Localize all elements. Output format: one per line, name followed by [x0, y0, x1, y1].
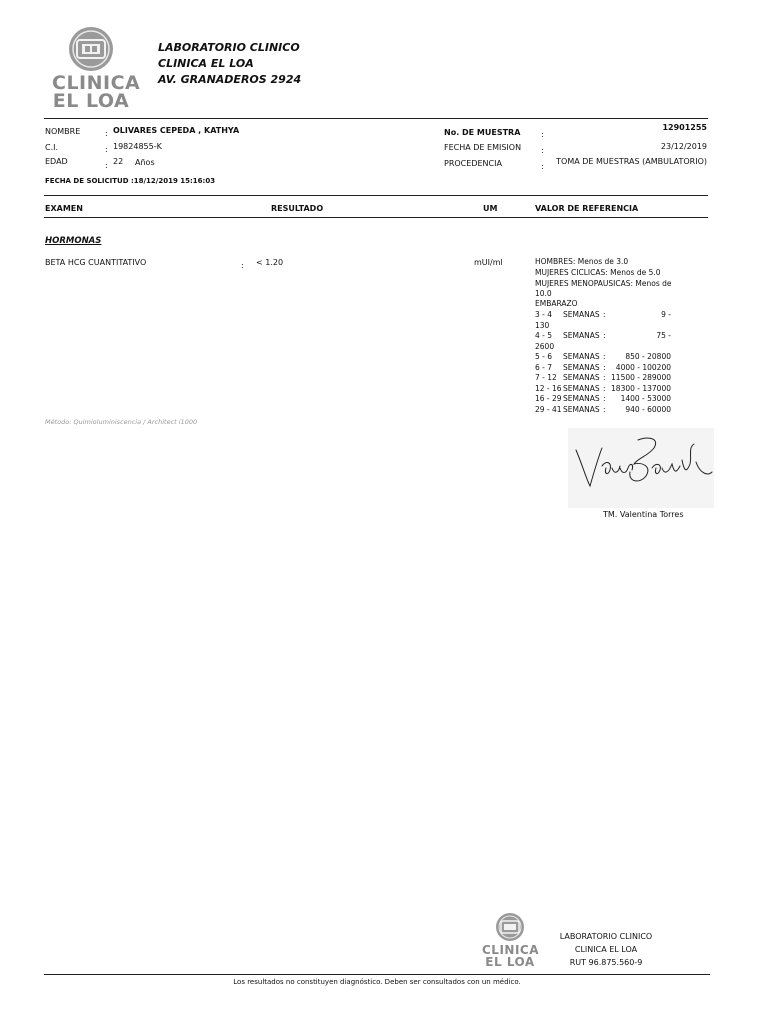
edad-colon: : [105, 161, 108, 170]
ref-week-value: 1400 - 53000 [620, 394, 671, 403]
test-result: < 1.20 [256, 258, 284, 267]
footer-logo-line-1: CLINICA [482, 943, 540, 957]
ref-week-colon: : [603, 373, 606, 382]
logo-line-1: CLINICA [52, 72, 141, 94]
nombre-value: OLIVARES CEPEDA , KATHYA [113, 126, 240, 135]
muestra-colon: : [541, 130, 544, 139]
footer-clinic-name: CLINICA EL LOA [574, 945, 638, 954]
ref-week-colon: : [603, 331, 606, 340]
edad-unit: Años [135, 158, 155, 167]
clinic-logo [52, 26, 141, 112]
ref-week-label: SEMANAS [563, 394, 600, 403]
lab-header [158, 40, 301, 88]
test-colon: : [241, 261, 244, 270]
ref-week-colon: : [603, 383, 606, 393]
signature-name: TM. Valentina Torres [603, 510, 684, 519]
ref-week-label: SEMANAS [563, 310, 600, 319]
section-title: HORMONAS [45, 236, 102, 246]
ref-week-label: SEMANAS [563, 404, 600, 414]
ref-week-continuation: 2600 [535, 341, 555, 351]
ci-label: C.I. [45, 143, 59, 152]
footer-disclaimer: Los resultados no constituyen diagnóstico. Deben ser consultados con un médico. [233, 978, 521, 986]
col-examen: EXAMEN [45, 204, 83, 213]
ref-week-continuation: 130 [535, 320, 550, 330]
signature-icon [568, 428, 714, 508]
clinic-emblem-icon [52, 26, 130, 76]
col-um: UM [483, 204, 498, 213]
ref-week-label: SEMANAS [563, 352, 600, 361]
emision-value: 23/12/2019 [660, 142, 707, 151]
ref-menopausicas: MUJERES MENOPAUSICAS: Menos de [535, 279, 672, 288]
ref-week-label: SEMANAS [563, 331, 600, 340]
ref-week-colon: : [603, 310, 606, 319]
emision-label: FECHA DE EMISION [444, 143, 522, 152]
ref-menopausicas-value: 10.0 [535, 289, 552, 298]
ref-week-range: 6 - 7 [535, 362, 553, 372]
ref-week-range: 4 - 5 [535, 331, 553, 340]
test-method: Método: Quimioluminiscencia / Architect i1000 [45, 418, 198, 426]
ref-week-colon: : [603, 352, 606, 361]
ref-week-colon: : [603, 404, 606, 414]
edad-value: 22 [113, 157, 124, 166]
test-unit: mUI/ml [474, 258, 503, 267]
ref-week-range: 5 - 6 [535, 352, 553, 361]
clinic-name: CLINICA EL LOA [158, 57, 254, 70]
muestra-value: 12901255 [662, 123, 707, 132]
footer-lab-name: LABORATORIO CLINICO [559, 932, 653, 941]
procedencia-value: TOMA DE MUESTRAS (AMBULATORIO) [556, 157, 707, 166]
ref-week-value: 4000 - 100200 [615, 362, 671, 372]
ref-week-range: 29 - 41 [535, 404, 562, 414]
ref-week-range: 12 - 16 [535, 383, 562, 393]
ref-week-label: SEMANAS [563, 373, 600, 382]
procedencia-label: PROCEDENCIA [444, 159, 502, 168]
footer-rule [44, 974, 710, 975]
table-header-bottom-rule [44, 217, 708, 218]
ref-week-value: 9 - [661, 310, 671, 319]
header-divider [44, 118, 708, 119]
ref-week-value: 11500 - 289000 [611, 373, 671, 382]
procedencia-colon: : [541, 162, 544, 171]
signature [568, 428, 714, 508]
ref-week-label: SEMANAS [563, 383, 600, 393]
footer-logo-line-2: EL LOA [485, 955, 535, 969]
ref-week-range: 3 - 4 [535, 310, 553, 319]
ref-week-value: 18300 - 137000 [611, 383, 671, 393]
muestra-label: No. DE MUESTRA [444, 128, 521, 137]
ref-week-label: SEMANAS [563, 362, 600, 372]
footer-lab-info [557, 930, 655, 969]
fecha-solicitud: FECHA DE SOLICITUD :18/12/2019 15:16:03 [45, 177, 216, 185]
ref-week-colon: : [603, 362, 606, 372]
footer-logo [482, 912, 538, 970]
table-header-top-rule [44, 195, 708, 196]
footer-emblem-icon [482, 912, 538, 944]
logo-line-2: EL LOA [52, 90, 130, 112]
test-name: BETA HCG CUANTITATIVO [45, 258, 147, 267]
footer-rut: RUT 96.875.560-9 [569, 958, 643, 967]
ref-week-range: 7 - 12 [535, 373, 557, 382]
clinic-address: AV. GRANADEROS 2924 [158, 73, 302, 86]
edad-label: EDAD [45, 157, 68, 166]
ci-colon: : [105, 145, 108, 154]
nombre-colon: : [105, 129, 108, 138]
ref-week-range: 16 - 29 [535, 394, 562, 403]
ci-value: 19824855-K [113, 142, 162, 151]
nombre-label: NOMBRE [45, 127, 81, 136]
ref-week-value: 850 - 20800 [625, 352, 671, 361]
ref-hombres: HOMBRES: Menos de 3.0 [535, 257, 629, 266]
ref-week-value: 75 - [656, 331, 671, 340]
ref-week-colon: : [603, 394, 606, 403]
col-referencia: VALOR DE REFERENCIA [535, 204, 639, 213]
lab-name: LABORATORIO CLINICO [158, 41, 300, 54]
ref-embarazo: EMBARAZO [535, 299, 578, 308]
col-resultado: RESULTADO [271, 204, 324, 213]
ref-week-value: 940 - 60000 [625, 404, 671, 414]
emision-colon: : [541, 146, 544, 155]
ref-ciclicas: MUJERES CICLICAS: Menos de 5.0 [535, 268, 661, 277]
